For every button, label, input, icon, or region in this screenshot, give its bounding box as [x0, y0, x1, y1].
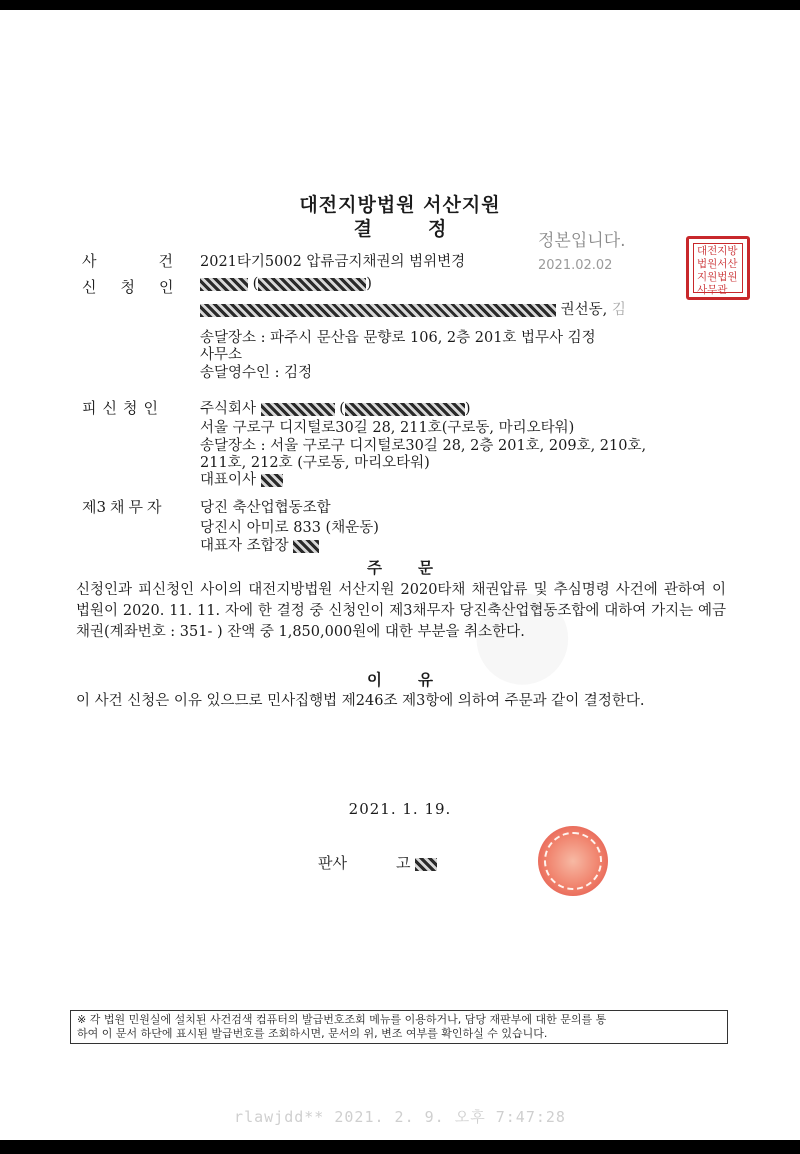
case-label-char: 건	[158, 252, 173, 270]
respondent-delivery-place-cont: 211호, 212호 (구로동, 마리오타워)	[200, 455, 430, 471]
third-debtor-representative	[200, 534, 319, 555]
redaction	[258, 278, 366, 291]
third-debtor-label	[82, 496, 162, 517]
judge-seal	[538, 826, 608, 896]
applicant-delivery-place: 송달장소 : 파주시 문산읍 문향로 106, 2층 201호 법무사 김정	[200, 330, 596, 346]
redaction	[200, 278, 248, 291]
decision-date: 2021. 1. 19.	[348, 800, 452, 818]
applicant-address-end: 김	[611, 302, 626, 318]
third-debtor-label-char: 채	[110, 498, 125, 516]
verification-notice-line: ※ 각 법원 민원실에 설치된 사건검색 컴퓨터의 발급번호조회 메뉴를 이용하거나, 담당 재판부에 대한 문의를 통	[77, 1013, 607, 1026]
respondent-address: 서울 구로구 디지털로30길 28, 211호(구로동, 마리오타워)	[200, 420, 575, 436]
applicant-address-line	[200, 298, 626, 319]
respondent-representative-label: 대표이사	[200, 472, 257, 488]
respondent-label	[82, 397, 158, 418]
respondent-paren-open: (	[339, 401, 345, 417]
redaction	[293, 540, 319, 553]
background-watermark: ●	[470, 560, 575, 699]
applicant-id-open: (	[252, 276, 259, 292]
applicant-label-char: 신	[82, 278, 97, 296]
order-title-char: 문	[418, 558, 433, 577]
case-label	[82, 250, 173, 271]
issue-timestamp: rlawjdd** 2021. 2. 9. 오후 7:47:28	[234, 1108, 566, 1126]
respondent-label-char: 신	[102, 399, 117, 417]
certified-copy-text: 정본입니다.	[538, 231, 626, 251]
respondent-delivery-place: 송달장소 : 서울 구로구 디지털로30길 28, 2층 201호, 209호, 210호,	[200, 438, 647, 454]
judge-label: 판사	[318, 854, 347, 872]
third-debtor-address: 당진시 아미로 833 (채운동)	[200, 520, 379, 536]
verification-notice-line: 하여 이 문서 하단에 표시된 발급번호를 조회하시면, 문서의 위, 변조 여부를 확인하실 수 있습니다.	[77, 1027, 548, 1040]
third-debtor-label-char: 자	[147, 498, 162, 516]
applicant-label-char: 청	[120, 278, 135, 296]
verification-notice	[70, 1010, 728, 1044]
third-debtor-name: 당진 축산업협동조합	[200, 500, 331, 516]
case-label-char: 사	[82, 252, 97, 270]
top-black-bar	[0, 0, 800, 10]
court-clerk-seal-text: 대전지방법원서산지원법원사무관	[697, 245, 738, 296]
third-debtor-label-char: 제	[82, 498, 97, 516]
respondent-label-char: 청	[123, 399, 138, 417]
bottom-black-bar	[0, 1140, 800, 1154]
order-text: 신청인과 피신청인 사이의 대전지방법원 서산지원 2020타채 채권압류 및 추심명령 사건에 관하여 이 법원이 2020. 11. 11. 자에 한 결정 중 신청인이 제3채무자 당진축산업협동조합에 대하여 가지는 예금채권(계좌번호 : 351- ) 잔액 중 1,850,000원에 대한 부분을 취소한다.	[76, 582, 726, 640]
respondent-label-char: 피	[82, 399, 97, 417]
document-title	[0, 214, 800, 241]
redaction	[345, 403, 465, 416]
document-title-char: 정	[428, 218, 447, 240]
case-number: 2021타기5002 압류금지채권의 범위변경	[200, 254, 466, 270]
applicant-address-suffix: 권선동,	[560, 302, 608, 318]
reason-title-char: 유	[418, 670, 433, 689]
respondent-paren-close: )	[464, 401, 471, 417]
third-debtor-label-char: 3	[96, 498, 107, 516]
applicant-name-line	[200, 276, 372, 292]
order-title-char: 주	[367, 558, 382, 577]
redaction	[261, 403, 335, 416]
judge-name	[396, 852, 437, 873]
applicant-label	[82, 276, 174, 297]
court-clerk-seal	[686, 236, 750, 300]
respondent-representative	[200, 468, 283, 489]
certified-copy-date: 2021.02.02	[538, 258, 613, 273]
applicant-id-close: )	[366, 276, 372, 292]
reason-title-char: 이	[367, 670, 382, 689]
redaction	[415, 858, 437, 871]
respondent-company-prefix: 주식회사	[200, 401, 257, 417]
reason-title	[0, 668, 800, 690]
applicant-label-char: 인	[159, 278, 174, 296]
applicant-delivery-place-cont: 사무소	[200, 347, 243, 363]
respondent-company-line	[200, 397, 471, 418]
judge-name-text: 고	[396, 854, 411, 872]
document-title-char: 결	[353, 218, 372, 240]
respondent-label-char: 인	[143, 399, 158, 417]
redaction	[200, 304, 556, 317]
third-debtor-representative-label: 대표자 조합장	[200, 538, 289, 554]
reason-text: 이 사건 신청은 이유 있으므로 민사집행법 제246조 제3항에 의하여 주문과 같이 결정한다.	[76, 693, 645, 709]
court-name: 대전지방법원 서산지원	[299, 194, 501, 216]
judge-seal-ring	[544, 832, 602, 890]
redaction	[261, 474, 283, 487]
applicant-delivery-recipient: 송달영수인 : 김정	[200, 365, 313, 381]
third-debtor-label-char: 무	[128, 498, 144, 516]
order-title	[0, 556, 800, 578]
